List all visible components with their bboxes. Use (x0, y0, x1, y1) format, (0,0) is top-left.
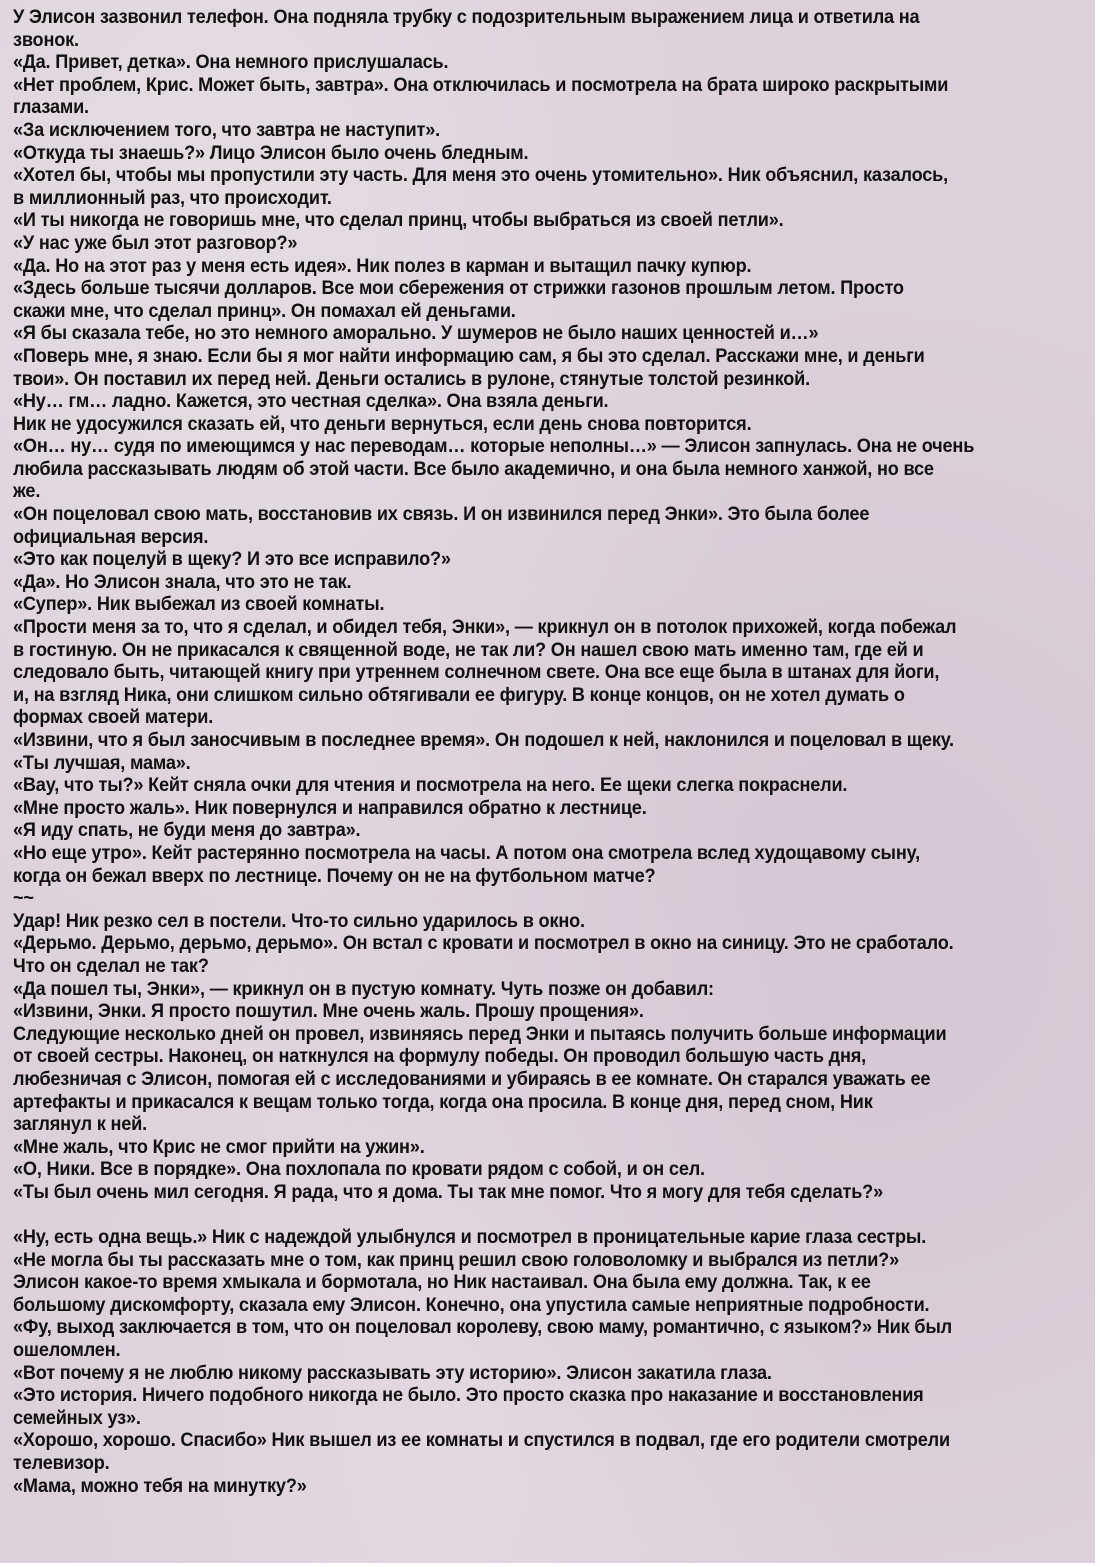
text-line: «Он… ну… судя по имеющимся у нас переводам… которые неполны…» — Элисон запнулась. Она не очень (13, 435, 975, 458)
text-line: «Мне жаль, что Крис не смог прийти на ужин». (13, 1135, 425, 1158)
text-line: ошеломлен. (13, 1339, 121, 1362)
text-line: «Мама, можно тебя на минутку?» (13, 1474, 307, 1497)
text-line: «Он поцеловал свою мать, восстановив их связь. И он извинился перед Энки». Это была более (13, 503, 870, 526)
text-line: «Ты лучшая, мама». (13, 751, 191, 774)
text-line: «И ты никогда не говоришь мне, что сделал принц, чтобы выбраться из своей петли». (13, 209, 784, 232)
text-line: Ник не удосужился сказать ей, что деньги вернуться, если день снова повторится. (13, 412, 752, 435)
text-line: «Поверь мне, я знаю. Если бы я мог найти информацию сам, я бы это сделал. Расскажи мне, и деньги (13, 344, 925, 367)
text-line: же. (13, 480, 41, 503)
text-line: Что он сделал не так? (13, 954, 209, 977)
text-line: У Элисон зазвонил телефон. Она подняла трубку с подозрительным выражением лица и ответила на (13, 6, 920, 28)
text-line: формах своей матери. (13, 706, 214, 729)
text-line: «Ну, есть одна вещь.» Ник с надеждой улыбнулся и посмотрел в проницательные карие глаза сестры. (13, 1226, 927, 1249)
text-line: заглянул к ней. (13, 1113, 147, 1136)
text-line: «Здесь больше тысячи долларов. Все мои сбережения от стрижки газонов прошлым летом. Просто (13, 277, 904, 300)
text-line: «Да пошел ты, Энки», — крикнул он в пустую комнату. Чуть позже он добавил: (13, 977, 714, 1000)
blank-line (13, 1203, 1088, 1226)
text-line: официальная версия. (13, 525, 209, 548)
text-line: «За исключением того, что завтра не наступит». (13, 118, 440, 141)
text-line: «Я иду спать, не буди меня до завтра». (13, 819, 361, 842)
text-line: «Прости меня за то, что я сделал, и обидел тебя, Энки», — крикнул он в потолок прихожей, когда побежал (13, 616, 957, 639)
text-line: «Извини, что я был заносчивым в последнее время». Он подошел к ней, наклонился и поцеловал в щеку. (13, 729, 954, 751)
text-line: «Дерьмо. Дерьмо, дерьмо, дерьмо». Он встал с кровати и посмотрел в окно на синицу. Это не сработало. (13, 932, 954, 955)
text-line: семейных уз». (13, 1406, 141, 1429)
text-line: «Это как поцелуй в щеку? И это все исправило?» (13, 548, 451, 571)
text-line: в миллионный раз, что происходит. (13, 186, 332, 209)
text-line: твои». Он поставил их перед ней. Деньги остались в рулоне, стянутые толстой резинкой. (13, 367, 810, 390)
text-line: «Мне просто жаль». Ник повернулся и направился обратно к лестнице. (13, 796, 647, 819)
text-line: «Да. Привет, детка». Она немного прислушалась. (13, 51, 449, 74)
text-line: телевизор. (13, 1452, 110, 1474)
text-line: «Да. Но на этот раз у меня есть идея». Ник полез в карман и вытащил пачку купюр. (13, 254, 752, 277)
text-line: «Да». Но Элисон знала, что это не так. (13, 570, 352, 593)
text-line: любезничая с Элисон, помогая ей с исследованиями и убираясь в ее комнате. Он старался уважать ее (13, 1067, 931, 1090)
text-line: «Хотел бы, чтобы мы пропустили эту часть. Для меня это очень утомительно». Ник объяснил, казалось, (13, 164, 948, 187)
text-line: «О, Ники. Все в порядке». Она похлопала по кровати рядом с собой, и он сел. (13, 1158, 705, 1181)
text-line: «Фу, выход заключается в том, что он поцеловал королеву, свою маму, романтично, с языком?» Ник был (13, 1316, 952, 1339)
text-line: «Супер». Ник выбежал из своей комнаты. (13, 593, 385, 616)
text-line: ~~ (13, 887, 34, 910)
story-text (13, 6, 1088, 1497)
text-line: Следующие несколько дней он провел, извиняясь перед Энки и пытаясь получить больше информации (13, 1022, 947, 1045)
text-line: «Извини, Энки. Я просто пошутил. Мне очень жаль. Прошу прощения». (13, 1000, 644, 1023)
text-line: глазами. (13, 96, 89, 119)
text-line: в гостиную. Он не прикасался к священной воде, не так ли? Он нашел свою мать именно там, где ей и (13, 638, 924, 661)
text-line: «Не могла бы ты рассказать мне о том, как принц решил свою головоломку и выбрался из петли?» (13, 1248, 899, 1271)
text-line: Элисон какое-то время хмыкала и бормотала, но Ник настаивал. Она была ему должна. Так, к ее (13, 1271, 871, 1294)
text-line: большому дискомфорту, сказала ему Элисон. Конечно, она упустила самые неприятные подробности. (13, 1293, 930, 1316)
text-line: от своей сестры. Наконец, он наткнулся на формулу победы. Он проводил большую часть дня, (13, 1045, 866, 1068)
text-line: артефакты и прикасался к вещам только тогда, когда она просила. В конце дня, перед сном, Ник (13, 1090, 873, 1113)
text-line: «Это история. Ничего подобного никогда не было. Это просто сказка про наказание и восстановления (13, 1384, 924, 1407)
text-line: «Ты был очень мил сегодня. Я рада, что я дома. Ты так мне помог. Что я могу для тебя сделать?» (13, 1180, 883, 1203)
text-line: следовало быть, читающей книгу при утреннем солнечном свете. Она все еще была в штанах для йоги, (13, 661, 940, 684)
text-line: звонок. (13, 28, 79, 51)
text-line: «Я бы сказала тебе, но это немного аморально. У шумеров не было наших ценностей и…» (13, 322, 819, 345)
text-line: «Хорошо, хорошо. Спасибо» Ник вышел из ее комнаты и спустился в подвал, где его родители смотрели (13, 1429, 950, 1452)
text-line: «У нас уже был этот разговор?» (13, 231, 298, 254)
text-line: «Откуда ты знаешь?» Лицо Элисон было очень бледным. (13, 141, 529, 164)
text-line: Удар! Ник резко сел в постели. Что-то сильно ударилось в окно. (13, 909, 585, 932)
text-line: «Ну… гм… ладно. Кажется, это честная сделка». Она взяла деньги. (13, 390, 609, 413)
text-line: любила рассказывать людям об этой части. Все было академично, и она была немного ханжой, но все (13, 457, 934, 480)
text-line: и, на взгляд Ника, они слишком сильно обтягивали ее фигуру. В конце концов, он не хотел думать о (13, 683, 905, 706)
text-line: когда он бежал вверх по лестнице. Почему он не на футбольном матче? (13, 864, 656, 887)
text-line: «Вот почему я не люблю никому рассказывать эту историю». Элисон закатила глаза. (13, 1361, 772, 1384)
text-line: скажи мне, что сделал принц». Он помахал ей деньгами. (13, 299, 516, 322)
text-line: «Вау, что ты?» Кейт сняла очки для чтения и посмотрела на него. Ее щеки слегка покраснели. (13, 774, 848, 797)
text-line: «Нет проблем, Крис. Может быть, завтра». Она отключилась и посмотрела на брата широко раскрытыми (13, 73, 949, 96)
text-line: «Но еще утро». Кейт растерянно посмотрела на часы. А потом она смотрела вслед худощавому сыну, (13, 841, 920, 864)
